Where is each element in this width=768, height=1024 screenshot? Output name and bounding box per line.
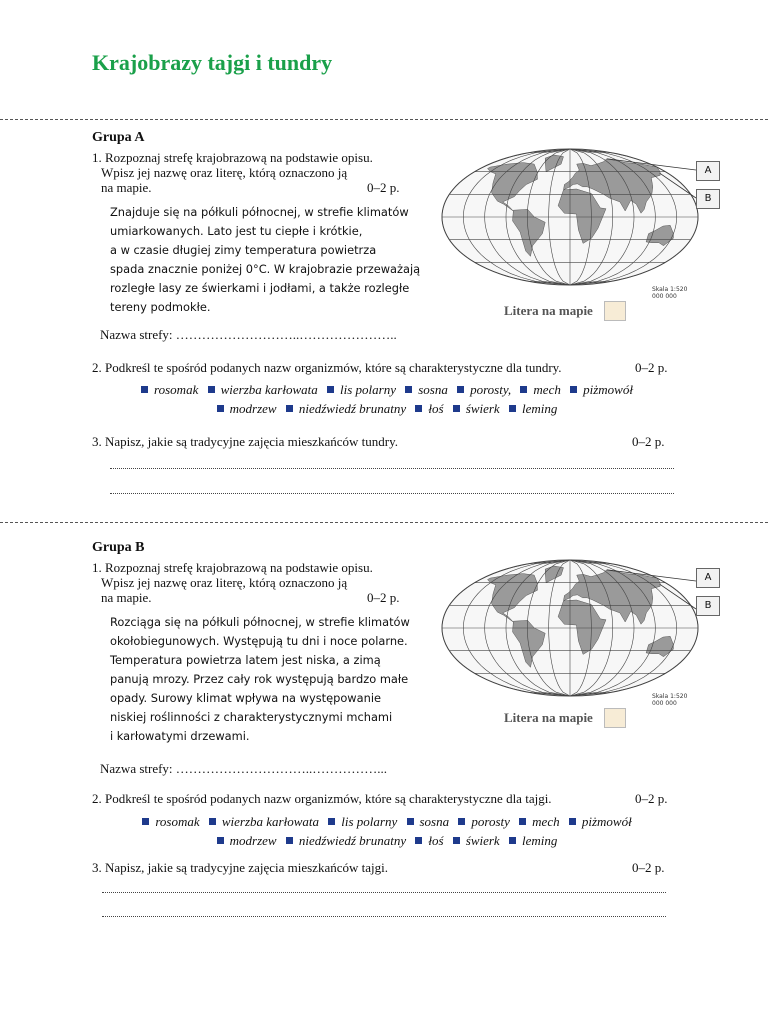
organism-list [92, 812, 682, 850]
task-2-text: 2. Podkreśl te spośród podanych nazw organizmów, które są charakterystyczne dla tundry. [92, 360, 562, 375]
organism-item[interactable]: leming [509, 401, 557, 416]
organism-item[interactable]: lis polarny [327, 382, 396, 397]
organism-item[interactable]: wierzba karłowata [208, 382, 318, 397]
organism-row-1 [92, 812, 682, 831]
zone-name-answer-line[interactable]: Nazwa strefy: …………………………..……………... [100, 761, 388, 776]
organism-item[interactable]: modrzew [217, 401, 277, 416]
page-title: Krajobrazy tajgi i tundry [92, 50, 333, 75]
zone-description: Rozciąga się na półkuli północnej, w strefie klimatów okołobiegunowych. Występują tu dni i noce polarne. Temperatura powietrza latem jest niska, a zimą panują mrozy. Przez cały rok występują bardzo małe opady. Surowy klimat wpływa na występowanie niskiej roślinności z charakterystycznymi mchami i karłowatymi drzewami. [110, 615, 410, 743]
task-1-points: 0–2 p. [367, 180, 400, 195]
map-scale: Skala 1:520 000 000 [652, 286, 688, 300]
map-label-a: A [696, 161, 720, 181]
organism-row-2 [92, 399, 682, 418]
organism-item[interactable]: rosomak [141, 382, 198, 397]
organism-item[interactable]: rosomak [142, 814, 199, 829]
answer-line[interactable] [110, 468, 674, 469]
group-title: Grupa A [92, 130, 145, 145]
organism-item[interactable]: porosty, [457, 382, 511, 397]
zone-name-answer-line[interactable]: Nazwa strefy: ………………………..………………….. [100, 327, 397, 342]
organism-item[interactable]: świerk [453, 401, 500, 416]
litera-answer-box[interactable] [604, 301, 626, 321]
task-1-text: 1. Rozpoznaj strefę krajobrazową na podstawie opisu. Wpisz jej nazwę oraz literę, którą oznaczono ją na mapie. [92, 150, 373, 195]
task-2-text: 2. Podkreśl te spośród podanych nazw organizmów, które są charakterystyczne dla tajgi. [92, 791, 552, 806]
organism-item[interactable]: wierzba karłowata [209, 814, 319, 829]
organism-item[interactable]: piżmowół [569, 814, 632, 829]
organism-item[interactable]: piżmowół [570, 382, 633, 397]
group-title: Grupa B [92, 540, 145, 555]
task-2-points: 0–2 p. [635, 360, 668, 375]
organism-item[interactable]: lis polarny [328, 814, 397, 829]
task-1-points: 0–2 p. [367, 590, 400, 605]
litera-label: Litera na mapie [504, 303, 593, 318]
organism-item[interactable]: sosna [407, 814, 450, 829]
organism-row-2 [92, 831, 682, 850]
world-map [440, 147, 712, 300]
organism-item[interactable]: sosna [405, 382, 448, 397]
task-2-points: 0–2 p. [635, 791, 668, 806]
organism-item[interactable]: niedźwiedź brunatny [286, 833, 406, 848]
organism-item[interactable]: łoś [415, 833, 443, 848]
organism-row-1 [92, 380, 682, 399]
litera-label: Litera na mapie [504, 710, 593, 725]
organism-item[interactable]: niedźwiedź brunatny [286, 401, 406, 416]
organism-item[interactable]: mech [519, 814, 559, 829]
dashed-separator [0, 522, 768, 523]
answer-line[interactable] [102, 916, 666, 917]
map-label-b: B [696, 596, 720, 616]
task-3-points: 0–2 p. [632, 860, 665, 875]
task-1-text: 1. Rozpoznaj strefę krajobrazową na podstawie opisu. Wpisz jej nazwę oraz literę, którą oznaczono ją na mapie. [92, 560, 373, 605]
answer-line[interactable] [110, 493, 674, 494]
litera-answer-box[interactable] [604, 708, 626, 728]
group-a [0, 130, 768, 530]
answer-line[interactable] [102, 892, 666, 893]
map-label-b: B [696, 189, 720, 209]
organism-item[interactable]: świerk [453, 833, 500, 848]
world-map [440, 558, 712, 707]
organism-item[interactable]: mech [520, 382, 560, 397]
organism-item[interactable]: modrzew [217, 833, 277, 848]
world-map-graphic [440, 558, 700, 698]
zone-description: Znajduje się na półkuli północnej, w strefie klimatów umiarkowanych. Lato jest tu ciepłe i krótkie, a w czasie długiej zimy temperatura powietrza spada znacznie poniżej 0°C. W krajobrazie przeważają rozległe lasy ze świerkami i jodłami, a także rozległe tereny podmokłe. [110, 205, 421, 314]
organism-item[interactable]: łoś [415, 401, 443, 416]
organism-item[interactable]: porosty [458, 814, 510, 829]
map-label-a: A [696, 568, 720, 588]
group-b [0, 540, 768, 940]
organism-list [92, 380, 682, 418]
world-map-graphic [440, 147, 700, 287]
task-3-text: 3. Napisz, jakie są tradycyjne zajęcia mieszkańców tajgi. [92, 860, 388, 875]
task-3-text: 3. Napisz, jakie są tradycyjne zajęcia mieszkańców tundry. [92, 434, 398, 449]
task-3-points: 0–2 p. [632, 434, 665, 449]
organism-item[interactable]: leming [509, 833, 557, 848]
map-scale: Skala 1:520 000 000 [652, 693, 688, 707]
dashed-separator [0, 119, 768, 120]
